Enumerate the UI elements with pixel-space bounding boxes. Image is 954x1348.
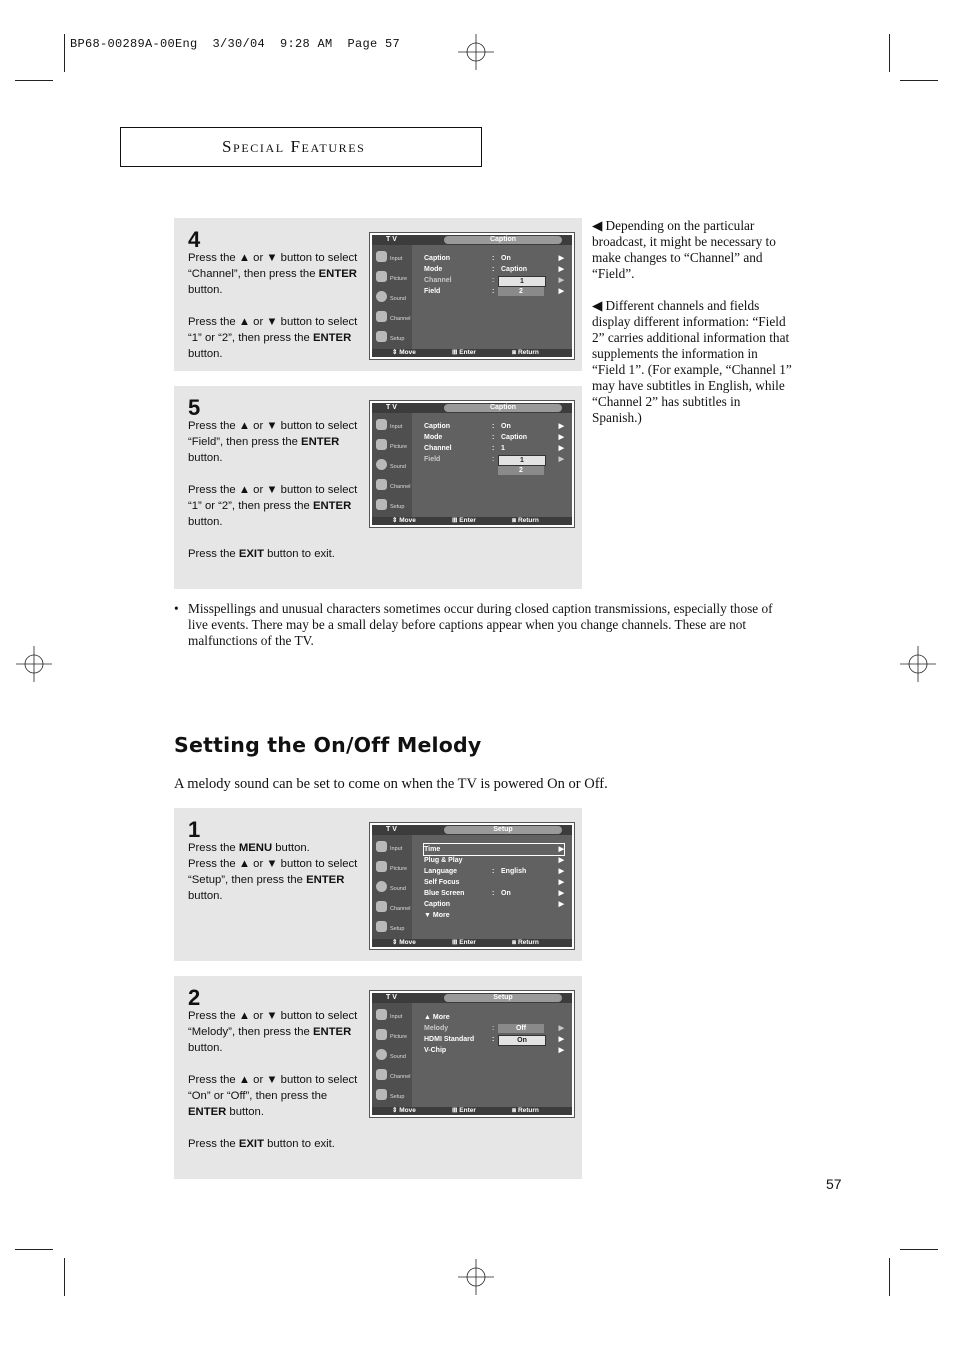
osd-menu-title: Setup — [444, 994, 562, 1002]
osd-row: Self Focus ▶ — [424, 879, 564, 886]
side-note: ◀ Depending on the particular broadcast, it might be necessary to make changes to “Channel” and “Field”. — [592, 218, 776, 281]
tv-osd-screen: T V Setup Input Picture Sound Channel Setup ▲ More Melody : ▶ Off HDMI Standard : ▶ On V-Chip ▶ ⇕ Move ⊞ Enter ⧈ Return — [369, 990, 575, 1118]
registration-mark-icon — [16, 646, 52, 682]
crop-mark — [64, 1258, 65, 1296]
channel-icon: Channel — [374, 1067, 412, 1086]
side-note: ◀ Different channels and fields display different information: “Field 2” carries additional information that supplements the information in “Field 1”. (For example, “Channel 1” may have subtitles in English, while “Channel 2” has subtitles in Spanish.) — [592, 298, 792, 425]
tv-osd-screen: T V Caption Input Picture Sound Channel Setup Caption : On ▶ Mode : Caption ▶ Channel : ▶ 1 Field : ▶ 2 ⇕ Move ⊞ Enter ⧈ Return — [369, 232, 575, 360]
crop-mark — [64, 34, 65, 72]
step-number: 2 — [188, 985, 201, 1010]
bullet-note: • Misspellings and unusual characters sometimes occur during closed caption transmissions, especially those of live events. There may be a small delay before captions appear when you change channels. These are not malfunctions of the TV. — [174, 601, 773, 648]
registration-mark-icon — [458, 1259, 494, 1295]
osd-row: Plug & Play ▶ — [424, 857, 564, 864]
setup-icon: Setup — [374, 329, 412, 348]
osd-footer: ⇕ Move ⊞ Enter ⧈ Return — [372, 349, 572, 357]
crop-mark — [889, 1258, 890, 1296]
osd-menu-title: Caption — [444, 404, 562, 412]
channel-icon: Channel — [374, 477, 412, 496]
crop-mark — [889, 34, 890, 72]
osd-row: Mode : Caption ▶ — [424, 266, 564, 273]
osd-row: Mode : Caption ▶ — [424, 434, 564, 441]
osd-row: Field : ▶ 1 2 — [424, 456, 564, 474]
setup-icon: Setup — [374, 919, 412, 938]
section-title: Special Features — [222, 137, 366, 156]
osd-menu-title: Setup — [444, 826, 562, 834]
sound-icon: Sound — [374, 1047, 412, 1066]
input-icon: Input — [374, 839, 412, 858]
crop-mark — [900, 1249, 938, 1250]
input-icon: Input — [374, 1007, 412, 1026]
sound-icon: Sound — [374, 879, 412, 898]
step-number: 4 — [188, 227, 201, 252]
osd-sidebar — [372, 835, 412, 939]
osd-sidebar — [372, 245, 412, 349]
picture-icon: Picture — [374, 269, 412, 288]
input-icon: Input — [374, 417, 412, 436]
osd-row: Blue Screen : On ▶ — [424, 890, 564, 897]
registration-mark-icon — [900, 646, 936, 682]
section-heading: Setting the On/Off Melody — [174, 733, 482, 757]
picture-icon: Picture — [374, 437, 412, 456]
osd-value-box: Off — [498, 1024, 544, 1033]
osd-row: Caption : On ▶ — [424, 255, 564, 262]
osd-row: Field : ▶ 2 — [424, 288, 564, 295]
step-instructions: Press the MENU button. Press the ▲ or ▼ button to select “Setup”, then press the ENTER button. — [188, 842, 358, 902]
sound-icon: Sound — [374, 289, 412, 308]
osd-sidebar — [372, 1003, 412, 1107]
osd-menu-title: Caption — [444, 236, 562, 244]
step-number: 1 — [188, 817, 201, 842]
crop-mark — [900, 80, 938, 81]
osd-value-box: 1 — [498, 455, 546, 466]
step-instructions: Press the ▲ or ▼ button to select “Channel”, then press the ENTER button. Press the ▲ or ▼ button to select “1” or “2”, then press the ENTER button. — [188, 252, 358, 360]
print-header: BP68-00289A-00Eng 3/30/04 9:28 AM Page 57 — [70, 37, 401, 51]
osd-sidebar — [372, 413, 412, 517]
osd-row: V-Chip ▶ — [424, 1047, 564, 1054]
setup-icon: Setup — [374, 497, 412, 516]
osd-footer: ⇕ Move ⊞ Enter ⧈ Return — [372, 517, 572, 525]
sound-icon: Sound — [374, 457, 412, 476]
osd-row: ▲ More — [424, 1014, 450, 1021]
osd-footer: ⇕ Move ⊞ Enter ⧈ Return — [372, 939, 572, 947]
osd-row: ▼ More — [424, 912, 450, 919]
osd-value-box: 1 — [498, 276, 546, 287]
crop-mark — [15, 80, 53, 81]
picture-icon: Picture — [374, 1027, 412, 1046]
osd-value-box: 2 — [498, 466, 544, 475]
osd-row: Time ▶ — [424, 846, 564, 853]
channel-icon: Channel — [374, 309, 412, 328]
osd-row: Caption ▶ — [424, 901, 564, 908]
osd-footer: ⇕ Move ⊞ Enter ⧈ Return — [372, 1107, 572, 1115]
osd-row: Channel : 1 ▶ — [424, 445, 564, 452]
tv-osd-screen: T V Caption Input Picture Sound Channel Setup Caption : On ▶ Mode : Caption ▶ Channel : 1 ▶ Field : ▶ 1 2 ⇕ Move ⊞ Enter ⧈ Return — [369, 400, 575, 528]
picture-icon: Picture — [374, 859, 412, 878]
step-instructions: Press the ▲ or ▼ button to select “Field”, then press the ENTER button. Press the ▲ or ▼ button to select “1” or “2”, then press the ENTER button. Press the EXIT button to exit. — [188, 420, 358, 560]
osd-value-box: 2 — [498, 287, 544, 296]
osd-row: Caption : On ▶ — [424, 423, 564, 430]
crop-mark — [15, 1249, 53, 1250]
osd-value-box: On — [498, 1035, 546, 1046]
page-number: 57 — [826, 1176, 842, 1192]
section-intro: A melody sound can be set to come on when the TV is powered On or Off. — [174, 776, 608, 792]
input-icon: Input — [374, 249, 412, 268]
setup-icon: Setup — [374, 1087, 412, 1106]
osd-row: Channel : ▶ 1 — [424, 277, 564, 285]
step-number: 5 — [188, 395, 201, 420]
osd-row: Language : English ▶ — [424, 868, 564, 875]
channel-icon: Channel — [374, 899, 412, 918]
osd-row: HDMI Standard : ▶ On — [424, 1036, 564, 1044]
tv-osd-screen: T V Setup Input Picture Sound Channel Setup Time ▶ Plug & Play ▶ Language : English ▶ Self Focus ▶ Blue Screen : On ▶ Caption ▶ ▼ More ⇕ Move ⊞ Enter ⧈ Return — [369, 822, 575, 950]
osd-row: Melody : ▶ Off — [424, 1025, 564, 1032]
registration-mark-icon — [458, 34, 494, 70]
step-instructions: Press the ▲ or ▼ button to select “Melody”, then press the ENTER button. Press the ▲ or ▼ button to select “On” or “Off”, then press the ENTER button. Press the EXIT button to exit. — [188, 1010, 358, 1150]
